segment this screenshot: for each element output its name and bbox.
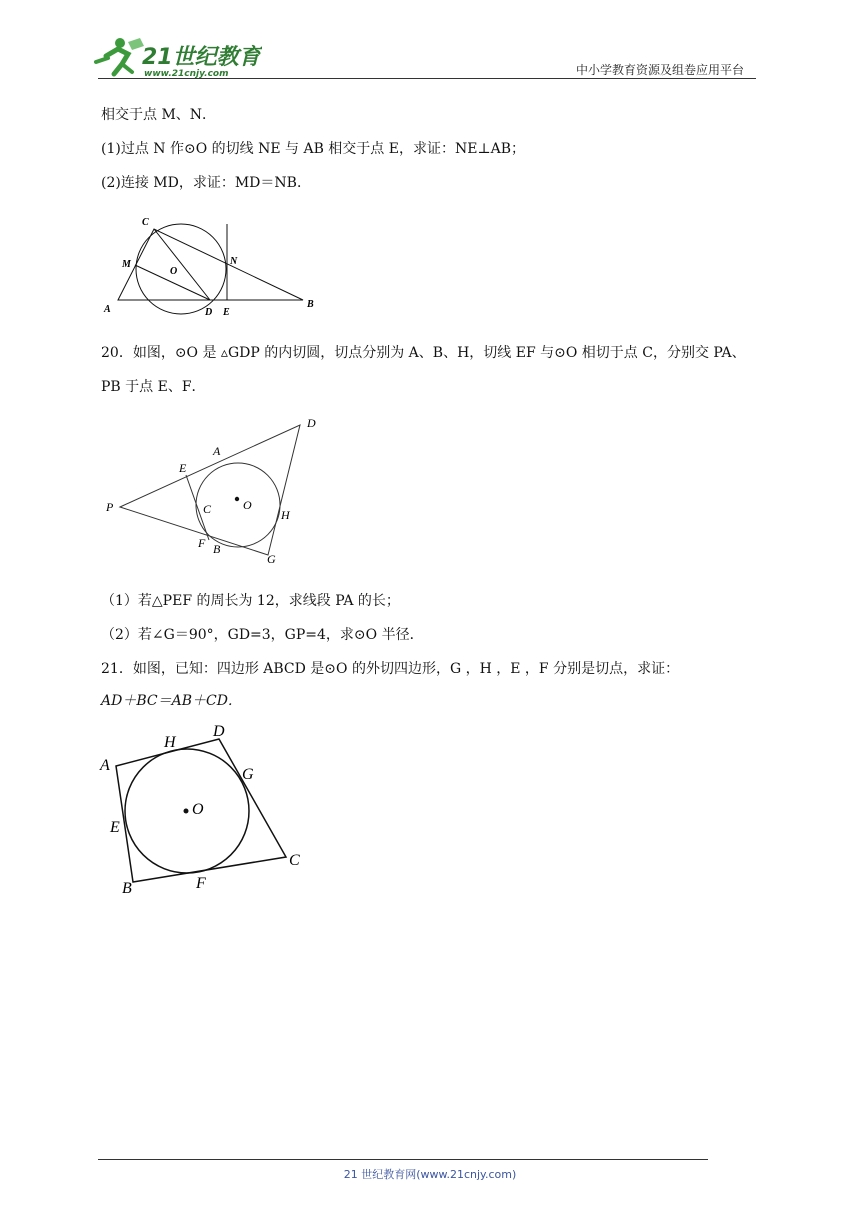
logo-url: www.21cnjy.com [144,69,229,79]
label-o: O [243,498,252,512]
label-d: D [205,307,213,318]
logo-text: 21世纪教育 [142,45,261,70]
triangle-abc [118,229,303,300]
q19-figure [100,212,325,320]
q20-line2: PB 于点 E、F． [101,379,206,395]
q21-line2: AD＋BC＝AB＋CD． [101,693,242,709]
label-g: G [267,552,276,566]
header-divider [98,78,756,79]
label-a: A [213,444,221,458]
header-platform-text: 中小学教育资源及组卷应用平台 [576,63,745,77]
q20-part1: （1）若△PEF 的周长为 12，求线段 PA 的长； [101,593,400,609]
q19-part2: (2)连接 MD，求证：MD＝NB． [101,175,311,191]
label-d: D [307,416,316,430]
label-b: B [307,299,314,310]
q20-figure [100,410,330,570]
site-logo [92,34,262,80]
label-a: A [100,757,110,774]
label-f: F [196,875,206,892]
triangle-gdp [120,425,300,555]
label-b: B [213,542,221,556]
runner-icon [96,38,144,74]
label-h: H [164,734,176,751]
label-e: E [110,819,120,836]
label-f: F [198,536,206,550]
label-n: N [230,256,238,267]
label-g: G [242,766,254,783]
q19-part1: (1)过点 N 作⊙O 的切线 NE 与 AB 相交于点 E，求证：NE⊥AB； [101,141,526,157]
footer-divider [98,1159,708,1160]
label-e: E [223,307,230,318]
label-d: D [213,723,225,740]
q21-line1: 21．如图，已知：四边形 ABCD 是⊙O 的外切四边形，G ，H ，E ，F 分别是切点，求证： [101,661,680,677]
q21-figure [96,716,316,900]
label-o: O [192,801,204,818]
label-h: H [281,508,290,522]
label-m: M [122,259,131,270]
label-o: O [170,266,178,277]
segment-cd [154,229,210,300]
label-a: A [104,304,111,315]
label-p: P [106,500,114,514]
q20-part2: （2）若∠G＝90°，GD=3，GP=4，求⊙O 半径． [101,627,424,643]
label-c: C [289,852,300,869]
label-b: B [122,880,132,897]
label-e: E [179,461,187,475]
label-c: C [142,217,149,228]
q20-line1: 20．如图，⊙O 是 ▵GDP 的内切圆，切点分别为 A、B、H，切线 EF 与⊙O 相切于点 C，分别交 PA、 [101,345,746,361]
q19-line1: 相交于点 M、N． [101,107,217,123]
label-c: C [203,502,212,516]
footer-site-link[interactable]: 21 世纪教育网(www.21cnjy.com) [343,1168,517,1181]
